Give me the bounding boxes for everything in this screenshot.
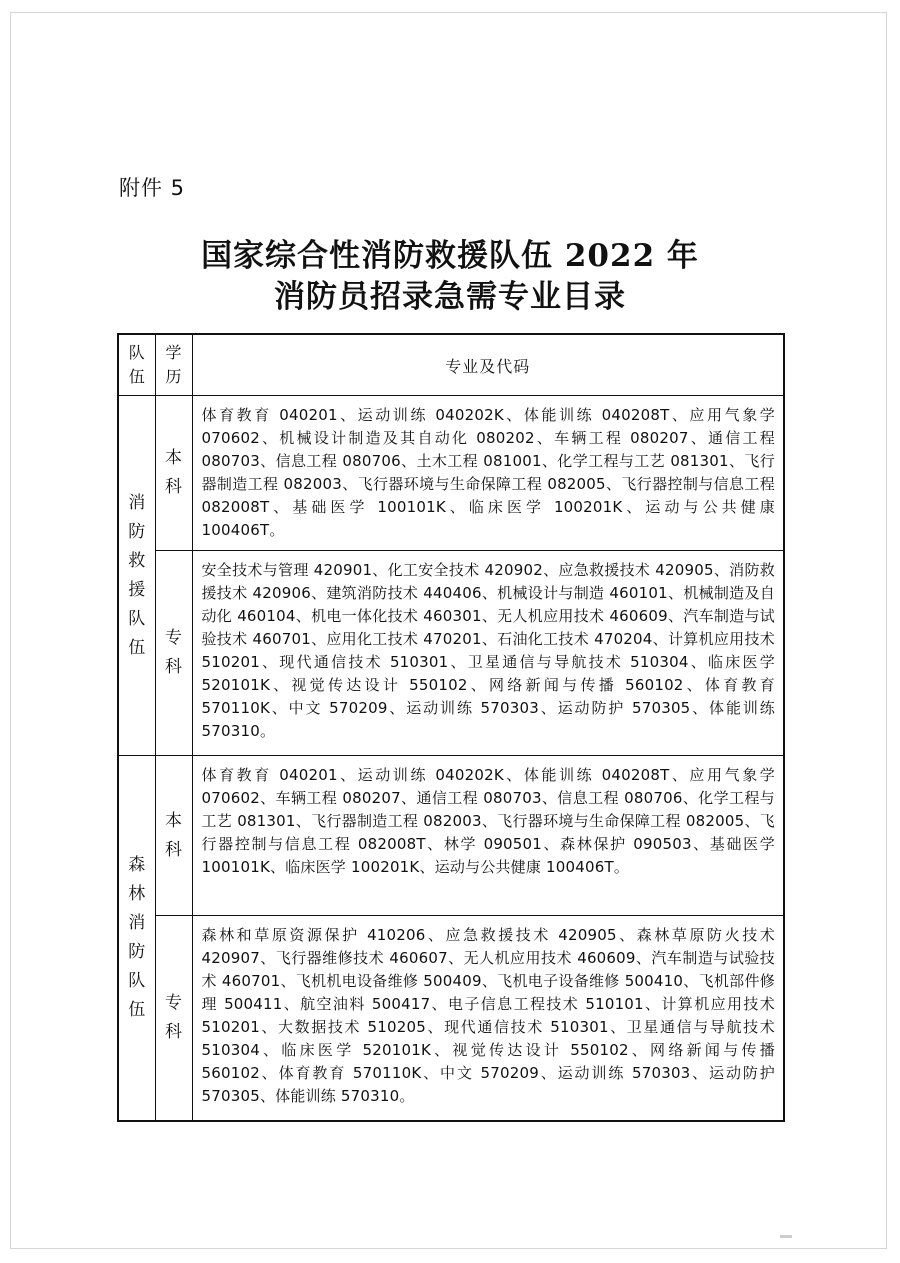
education-cell xyxy=(155,551,192,756)
team-char: 防 xyxy=(128,941,146,962)
table-header-row xyxy=(118,334,784,396)
education-char: 科 xyxy=(165,657,182,677)
header-education-char: 历 xyxy=(165,367,182,386)
team-cell-fire-rescue xyxy=(118,396,155,756)
table-row xyxy=(118,756,784,916)
majors-cell: 安全技术与管理 420901、化工安全技术 420902、应急救援技术 420905、消防救援技术 420906、建筑消防技术 440406、机械设计与制造 460101、机械制造及自动化 460104、机电一体化技术 460301、无人机应用技术 460609、汽车制造与试验技术 460701、应用化工技术 470201、石油化工技术 470204、计算机应用技术 510201、现代通信技术 510301、卫星通信与导航技术 510304、临床医学 520101K、视觉传达设计 550102、网络新闻与传播 560102、体育教育 570110K、中文 570209、运动训练 570303、运动防护 570305、体能训练 570310。 xyxy=(192,551,784,756)
document-title-line-1: 国家综合性消防救援队伍 2022 年 xyxy=(201,238,699,274)
team-char: 队 xyxy=(128,970,146,991)
header-education xyxy=(155,334,192,396)
education-char: 科 xyxy=(165,477,182,497)
education-char: 科 xyxy=(165,839,182,860)
page-footer-mark xyxy=(780,1235,792,1238)
header-team-char: 伍 xyxy=(128,367,145,386)
team-char: 援 xyxy=(128,579,146,600)
team-char: 消 xyxy=(128,912,146,933)
header-majors: 专业及代码 xyxy=(192,334,784,396)
team-char: 伍 xyxy=(128,999,146,1020)
team-char: 防 xyxy=(128,521,146,542)
education-cell xyxy=(155,756,192,916)
table-row xyxy=(118,916,784,1121)
team-char: 队 xyxy=(128,608,146,629)
education-char: 本 xyxy=(165,448,182,468)
team-char: 森 xyxy=(128,854,146,875)
table-row xyxy=(118,551,784,756)
education-char: 专 xyxy=(165,628,182,648)
majors-catalog-table xyxy=(117,333,785,1122)
header-team-char: 队 xyxy=(128,343,145,362)
header-team xyxy=(118,334,155,396)
education-cell xyxy=(155,916,192,1121)
team-char: 救 xyxy=(128,550,146,571)
team-char: 林 xyxy=(128,883,146,904)
attachment-label: 附件 5 xyxy=(119,176,186,200)
document-title-line-2: 消防员招录急需专业目录 xyxy=(274,279,626,315)
education-cell xyxy=(155,396,192,551)
team-cell-forest-fire xyxy=(118,756,155,1121)
header-education-char: 学 xyxy=(165,343,182,362)
team-char: 消 xyxy=(128,492,146,513)
education-char: 科 xyxy=(165,1021,182,1042)
education-char: 本 xyxy=(165,810,182,831)
majors-cell: 体育教育 040201、运动训练 040202K、体能训练 040208T、应用气象学 070602、车辆工程 080207、通信工程 080703、信息工程 080706、化学工程与工艺 081301、飞行器制造工程 082003、飞行器环境与生命保障工程 082005、飞行器控制与信息工程 082008T、林学 090501、森林保护 090503、基础医学 100101K、临床医学 100201K、运动与公共健康 100406T。 xyxy=(192,756,784,916)
table-row xyxy=(118,396,784,551)
majors-cell: 体育教育 040201、运动训练 040202K、体能训练 040208T、应用气象学 070602、机械设计制造及其自动化 080202、车辆工程 080207、通信工程 080703、信息工程 080706、土木工程 081001、化学工程与工艺 081301、飞行器制造工程 082003、飞行器环境与生命保障工程 082005、飞行器控制与信息工程 082008T、基础医学 100101K、临床医学 100201K、运动与公共健康 100406T。 xyxy=(192,396,784,551)
team-char: 伍 xyxy=(128,637,146,658)
majors-cell: 森林和草原资源保护 410206、应急救援技术 420905、森林草原防火技术 420907、飞行器维修技术 460607、无人机应用技术 460609、汽车制造与试验技术 460701、飞机机电设备维修 500409、飞机电子设备维修 500410、飞机部件修理 500411、航空油料 500417、电子信息工程技术 510101、计算机应用技术 510201、大数据技术 510205、现代通信技术 510301、卫星通信与导航技术 510304、临床医学 520101K、视觉传达设计 550102、网络新闻与传播 560102、体育教育 570110K、中文 570209、运动训练 570303、运动防护 570305、体能训练 570310。 xyxy=(192,916,784,1121)
education-char: 专 xyxy=(165,992,182,1013)
